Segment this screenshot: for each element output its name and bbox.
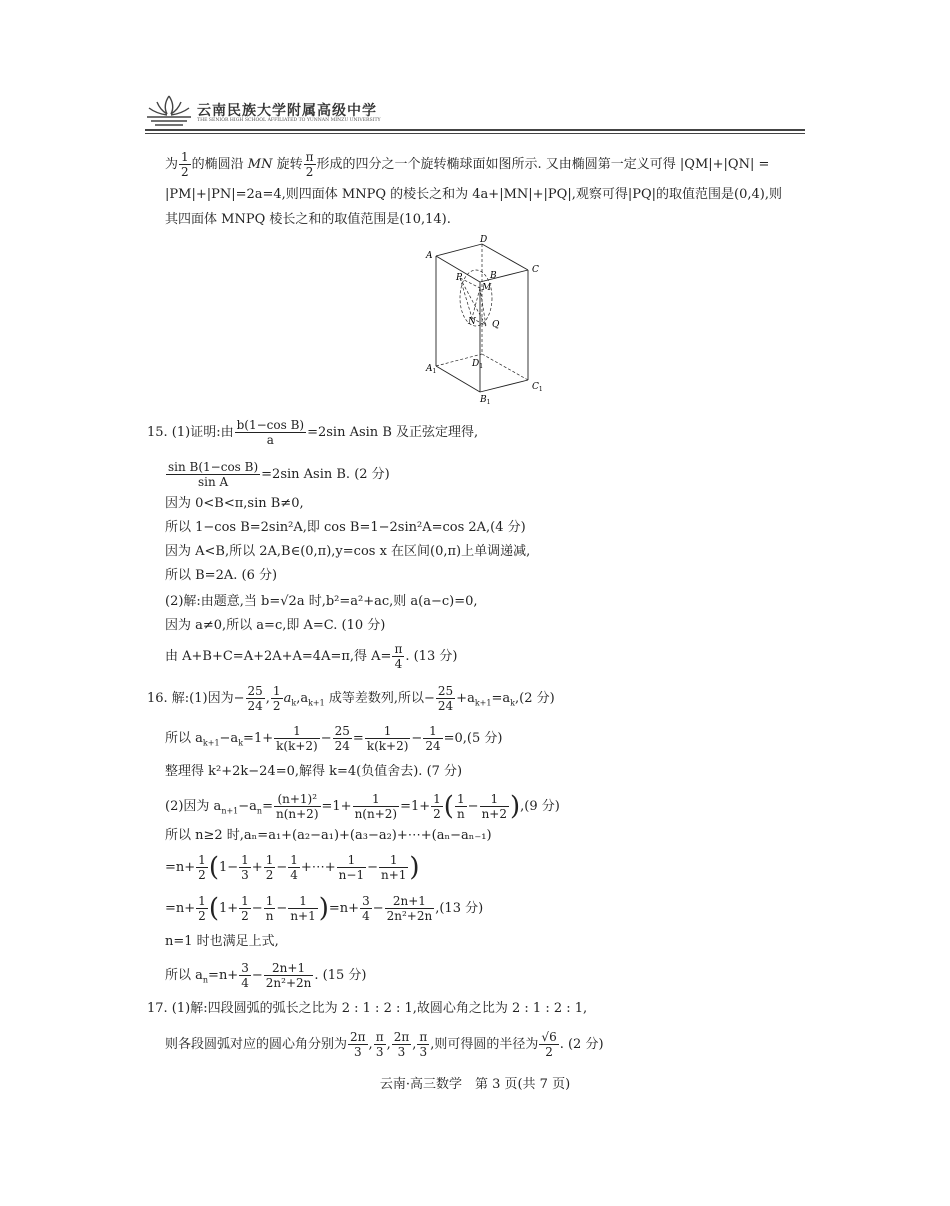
fraction: $\frac{1}{2}$ [181,150,189,179]
label-D: D [480,235,488,245]
q16-line5: 所以 n≥2 时,aₙ=a₁+(a₂−a₁)+(a₃−a₂)+⋯+(aₙ−aₙ₋₁) [165,828,492,843]
edge [436,244,482,256]
page-footer: 云南·高三数学 第 3 页(共 7 页) [379,1077,571,1092]
page-header [145,94,805,134]
p14-line3: 其四面体 MNPQ 棱长之和的取值范围是(10,14). [165,212,451,227]
label-C1: $C_1$ [532,382,543,393]
label-N: N [468,317,476,327]
label-Q: Q [492,320,500,330]
hidden-edge [480,288,486,326]
header-rule [145,129,805,131]
ellipsoid-outline [460,270,492,326]
p14-line2: |PM|+|PN|=2a=4,则四面体 MNPQ 的棱长之和为 4a+|MN|+|PQ|,观察可得|PQ|的取值范围是(0,4),则 [165,187,782,202]
label-C: C [532,265,539,275]
q16-line8: n=1 时也满足上式, [165,934,279,949]
label-P: P [456,273,463,283]
q15-line4: 所以 1−cos B=2sin²A,即 cos B=1−2sin²A=cos 2A,(4 分) [165,520,526,535]
q15-line9: 由 A+B+C=A+2A+A=4A=π,得 A= $\frac{\pi}{4}$ . (13 分) [165,642,458,671]
school-name-en: THE SENIOR HIGH SCHOOL AFFILIATED TO YUNNAN MINZU UNIVERSITY [197,118,381,123]
q15-line2: $\frac{\text{sin B(1−cos B)}}{\text{sin A}}$ =2sin Asin B. (2 分) [168,460,390,489]
q15-line8: 因为 a≠0,所以 a=c,即 A=C. (10 分) [165,618,386,633]
q16-line9: 所以 $a_n=n+$ $\frac{3}{4}$ − $\frac{2n+1}{\text{2n²+2n}}$ . (15 分) [165,961,367,990]
label-M: M [482,283,492,293]
label-D1: $D_1$ [472,359,484,370]
q15-line6: 所以 B=2A. (6 分) [165,568,278,583]
q16-line2: 所以 $a_{k+1}-a_k=1+$ $\frac{1}{k(k+2)}$ − $\frac{25}{24}$ = $\frac{1}{k(k+2)}$ − $\frac{1}{24}$ =0,(5 分) [165,724,503,753]
school-logo-icon [145,94,193,132]
label-B1: $B_1$ [480,395,491,406]
q16-line7: =n+ $\frac{1}{2}$ (1+ $\frac{1}{2}$ − $\frac{1}{n}$ − $\frac{1}{n+1}$ )=n+ $\frac{3}{4}$ − $\frac{2n+1}{\text{2n²+2n}}$ ,(13 分) [165,893,484,924]
q17-line1: 17. (1)解:四段圆弧的弧长之比为 2 : 1 : 2 : 1,故圆心角之比为 2 : 1 : 2 : 1, [147,1001,588,1016]
label-B: B [490,271,497,281]
q16-line1: 16. 解:(1)因为− $\frac{25}{24}$ , $\frac{1}{2}$ $a_k,a_{k+1}$ 成等差数列,所以− $\frac{25}{24}$ $+a_{k+1}=a_k,(2$ 分) [147,684,555,713]
edge [482,244,528,270]
q17-line2: 则各段圆弧对应的圆心角分别为 $\frac{2\pi}{3}$ , $\frac{\pi}{3}$ , $\frac{2\pi}{3}$ , $\frac{\pi}{3}$ ,则可得圆的半径为 $\frac{√6}{2}$ . (2 分) [165,1030,604,1059]
school-name: 云南民族大学附属高级中学 [197,103,377,119]
edge [436,366,480,392]
edge [480,380,528,392]
p14-line1: 为 $\frac{1}{2}$ 的椭圆沿 MN 旋转 $\frac{\pi}{2}$ 形成的四分之一个旋转椭球面如图所示. 又由椭圆第一定义可得 |QM|+|QN| = [165,150,770,179]
q15-line3: 因为 0<B<π,sin B≠0, [165,496,304,511]
header-rule-thin [145,133,805,134]
fraction: $\frac{\pi}{2}$ [305,150,314,179]
label-A1: $A_1$ [426,364,437,375]
edge [480,270,528,282]
q15-line7: (2)解:由题意,当 b=√2a 时,b²=a²+ac,则 a(a−c)=0, [165,594,478,609]
hidden-edge [482,354,528,380]
q15-line5: 因为 A<B,所以 2A,B∈(0,π),y=cos x 在区间(0,π)上单调递减, [165,544,531,559]
hidden-edge [472,288,480,318]
q15-line1: 15. (1)证明:由 $\frac{\text{b(1−cos B)}}{a}$ =2sin Asin B 及正弦定理得, [147,418,479,447]
label-A: A [426,251,433,261]
prism-figure [424,232,554,411]
q16-line4: (2)因为 $a_{n+1}-a_n=$ $\frac{\text{(n+1)²}}{n(n+2)}$ =1+ $\frac{1}{n(n+2)}$ =1+ $\frac{1}{2}$ ( $\frac{1}{n}$ − $\frac{1}{n+2}$ ),(9 分) [165,791,560,822]
q16-line3: 整理得 k²+2k−24=0,解得 k=4(负值舍去). (7 分) [165,764,463,779]
q16-line6: =n+ $\frac{1}{2}$ (1− $\frac{1}{3}$ + $\frac{1}{2}$ − $\frac{1}{4}$ +⋯+ $\frac{1}{n-1}$ − $\frac{1}{n+1}$ ) [165,852,420,883]
